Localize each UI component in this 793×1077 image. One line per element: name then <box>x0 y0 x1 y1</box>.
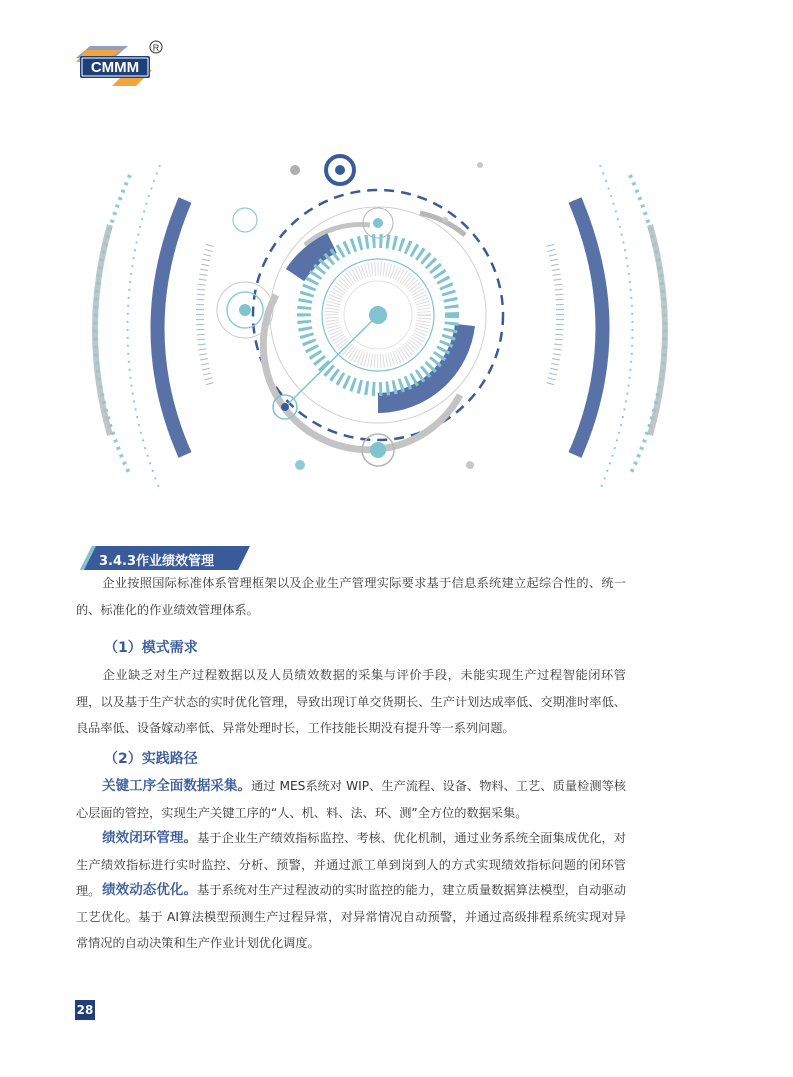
tech-gauge-illustration <box>70 145 690 515</box>
practice-item: 关键工序全面数据采集。通过 MES系统对 WIP、生产流程、设备、物料、工艺、质量检测等核心层面的管控，实现生产关键工序的“人、机、料、法、环、测”全方位的数据采集。 <box>76 778 626 820</box>
cmmm-logo <box>76 40 168 92</box>
practice-item-lead: 绩效动态优化。 <box>102 882 198 898</box>
practice-item: 绩效闭环管理。基于企业生产绩效指标监控、考核、优化机制，通过业务系统全面集成优化，对生产绩效指标进行实时监控、分析、预警，并通过派工单到岗到人的方式实现绩效指标问题的闭环管理。 <box>76 830 627 898</box>
page-number: 28 <box>75 1000 95 1020</box>
svg-text:R: R <box>152 43 160 53</box>
intro-paragraph: 企业按照国际标准体系管理框架以及企业生产管理实际要求基于信息系统建立起综合性的、统一的、标准化的作业绩效管理体系。 <box>76 576 626 617</box>
subsection-1-title: （1）模式需求 <box>104 640 198 656</box>
subsection-1-paragraph: 企业缺乏对生产过程数据以及人员绩效数据的采集与评价手段，未能实现生产过程智能闭环管理，以及基于生产状态的实时优化管理，导致出现订单交货期长、生产计划达成率低、交期准时率低、良品率低、设备嫁动率低、异常处理时长，工作技能长期没有提升等一系列问题。 <box>76 668 626 735</box>
practice-item-lead: 绩效闭环管理。 <box>102 830 198 846</box>
section-heading <box>80 546 250 570</box>
practice-item-lead: 关键工序全面数据采集。 <box>102 778 252 794</box>
practice-item: 绩效动态优化。基于系统对生产过程波动的实时监控的能力，建立质量数据算法模型，自动驱动工艺优化。基于 AI算法模型预测生产过程异常，对异常情况自动预警，并通过高级排程系统实现对异常情况的自动决策和生产作业计划优化调度。 <box>76 882 627 950</box>
logo-text: CMMM <box>90 59 140 76</box>
section-title: 3.4.3作业绩效管理 <box>99 554 215 569</box>
subsection-2-title: （2）实践路径 <box>104 751 198 767</box>
